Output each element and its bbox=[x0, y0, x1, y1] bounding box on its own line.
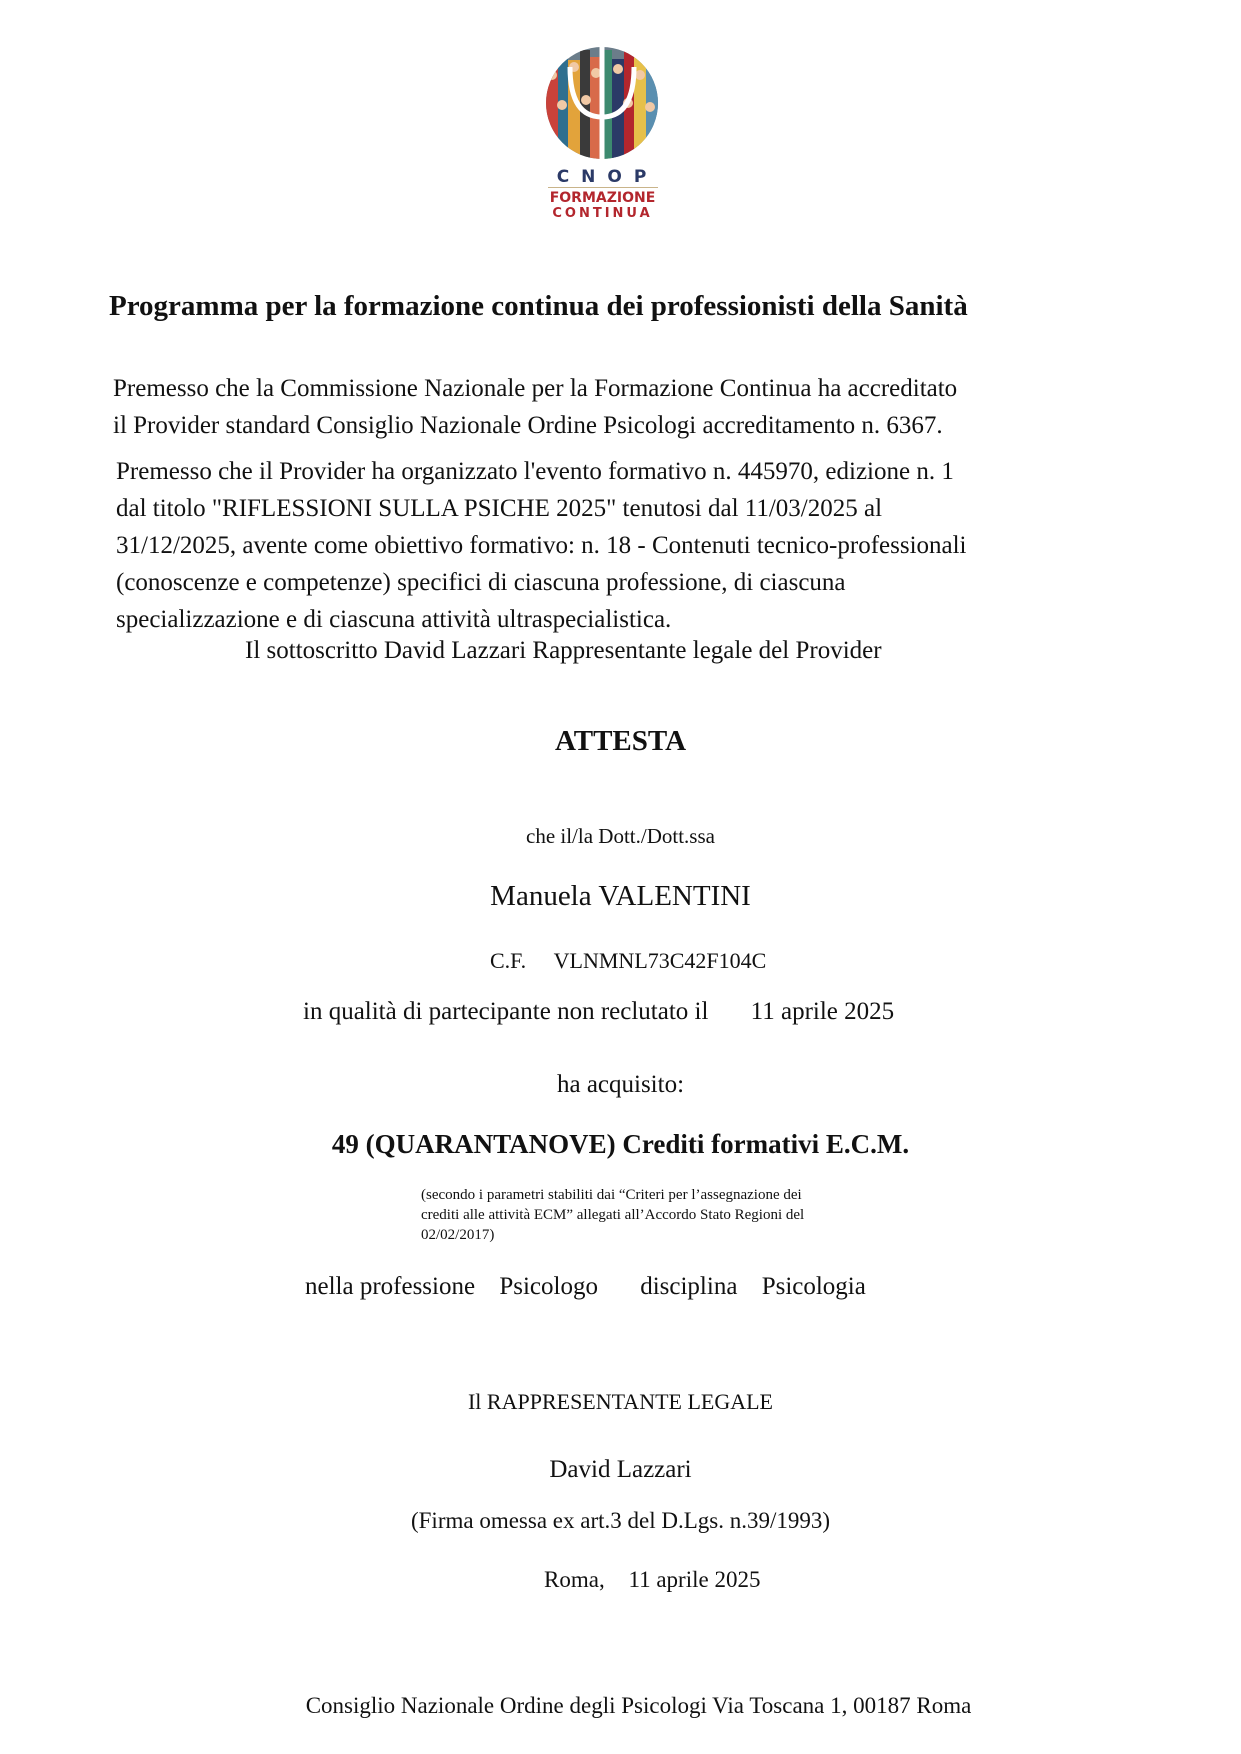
paragraph-line: 31/12/2025, avente come obiettivo formativo: n. 18 - Contenuti tecnico-professionali bbox=[116, 532, 967, 559]
discipline-label: disciplina bbox=[640, 1273, 738, 1300]
fiscal-code-label: C.F. bbox=[490, 948, 527, 973]
premise-paragraph-1 bbox=[113, 370, 957, 444]
recipient-name: Manuela VALENTINI bbox=[490, 880, 751, 912]
logo-continua-text: CONTINUA bbox=[552, 206, 653, 221]
place: Roma, bbox=[544, 1567, 605, 1592]
paragraph-line: dal titolo "RIFLESSIONI SULLA PSICHE 2025" tenutosi dal 11/03/2025 al bbox=[116, 495, 883, 522]
paragraph-line: (conoscenze e competenze) specifici di ciascuna professione, di ciascuna bbox=[116, 569, 846, 596]
note-line: (secondo i parametri stabiliti dai “Criteri per l’assegnazione dei bbox=[421, 1187, 802, 1203]
footer-address: Consiglio Nazionale Ordine degli Psicologi Via Toscana 1, 00187 Roma bbox=[305, 1693, 972, 1718]
undersigned-statement: Il sottoscritto David Lazzari Rappresentante legale del Provider bbox=[245, 637, 882, 664]
place-date bbox=[544, 1568, 760, 1591]
paragraph-line: Premesso che il Provider ha organizzato l'evento formativo n. 445970, edizione n. 1 bbox=[116, 458, 954, 485]
participation-date: 11 aprile 2025 bbox=[750, 998, 895, 1025]
profession-line bbox=[305, 1274, 866, 1299]
participation-line bbox=[303, 999, 894, 1024]
fiscal-code-value: VLNMNL73C42F104C bbox=[553, 948, 767, 973]
premise-paragraph-2 bbox=[116, 453, 967, 638]
crowd-psi-emblem-icon bbox=[540, 45, 665, 165]
page-title: Programma per la formazione continua dei professionisti della Sanità bbox=[109, 290, 968, 322]
fiscal-code bbox=[490, 950, 766, 972]
profession-label: nella professione bbox=[305, 1273, 476, 1300]
recipient-intro: che il/la Dott./Dott.ssa bbox=[526, 824, 715, 848]
issue-date: 11 aprile 2025 bbox=[628, 1567, 761, 1592]
paragraph-line: il Provider standard Consiglio Nazionale Ordine Psicologi accreditamento n. 6367. bbox=[113, 412, 943, 439]
logo-formazione-text: FORMAZIONE bbox=[549, 190, 656, 206]
credits-awarded: 49 (QUARANTANOVE) Crediti formativi E.C.M. bbox=[331, 1129, 910, 1159]
profession-value: Psicologo bbox=[499, 1273, 598, 1300]
acquired-label: ha acquisito: bbox=[556, 1071, 685, 1098]
attesta-heading: ATTESTA bbox=[554, 725, 687, 757]
signer-name: David Lazzari bbox=[549, 1456, 692, 1483]
paragraph-line: specializzazione e di ciascuna attività ultraspecialistica. bbox=[116, 606, 672, 633]
discipline-value: Psicologia bbox=[761, 1273, 866, 1300]
signature-omitted-note: (Firma omessa ex art.3 del D.Lgs. n.39/1993) bbox=[410, 1508, 831, 1533]
note-line: 02/02/2017) bbox=[421, 1227, 495, 1243]
paragraph-line: Premesso che la Commissione Nazionale per la Formazione Continua ha accreditato bbox=[113, 375, 958, 402]
logo-divider bbox=[548, 187, 658, 188]
logo-cnop-text: CNOP bbox=[556, 167, 659, 187]
participation-label: in qualità di partecipante non reclutato il bbox=[303, 998, 709, 1025]
note-line: crediti alle attività ECM” allegati all’Accordo Stato Regioni del bbox=[421, 1207, 805, 1223]
cnop-logo bbox=[540, 45, 665, 225]
criteria-note bbox=[421, 1185, 804, 1245]
legal-representative-heading: Il RAPPRESENTANTE LEGALE bbox=[467, 1389, 773, 1414]
